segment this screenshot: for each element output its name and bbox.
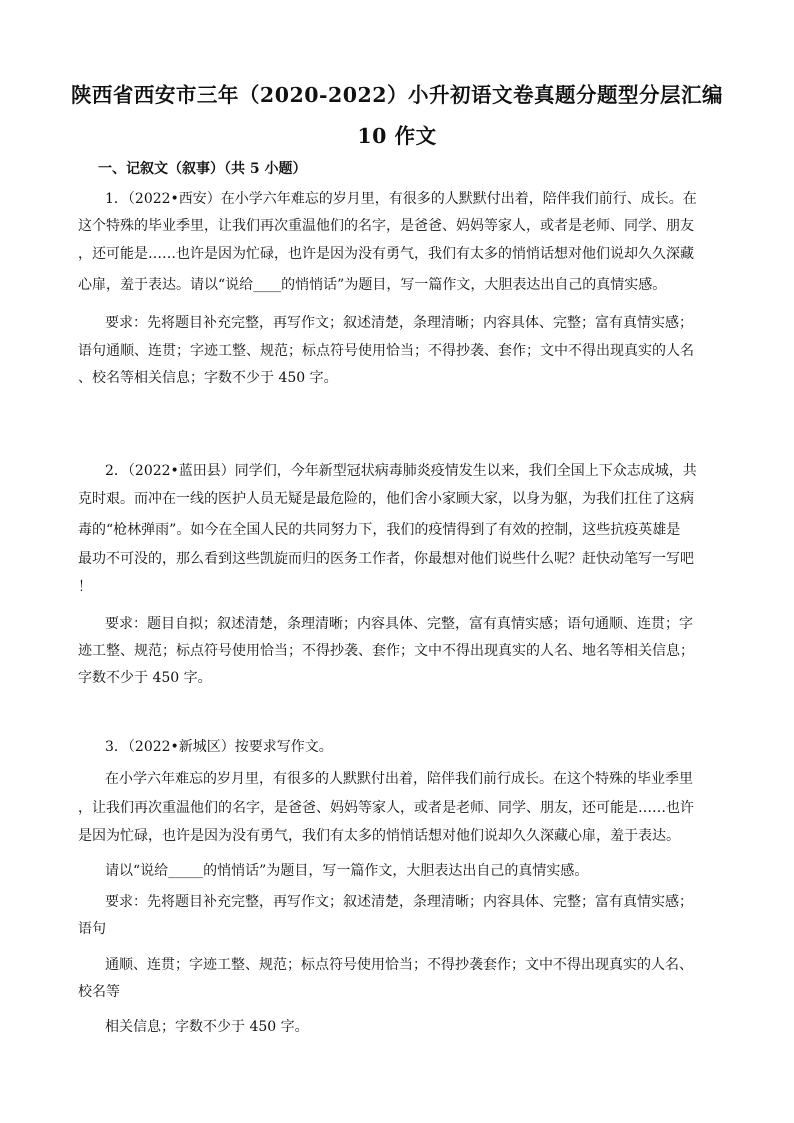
requirement-line: 要求：先将题目补充完整，再写作文；叙述清楚，条理清晰；内容具体、完整；富有真情实感；	[105, 894, 693, 910]
requirement-line: 要求：题目自拟；叙述清楚，条理清晰；内容具体、完整，富有真情实感；语句通顺、连贯；字	[105, 616, 693, 632]
document-subtitle: 10 作文	[357, 124, 437, 148]
question-text-line: 3．（2022•新城区）按要求写作文。	[105, 739, 333, 755]
question-body-line: 是因为忙碌，也许是因为没有勇气，我们有太多的悄悄话想对他们说却久久深藏心扉，羞于表达。	[78, 828, 680, 844]
requirement-line: 语句通顺、连贯；字迹工整、规范；标点符号使用恰当；不得抄袭、套作；文中不得出现真实的人名	[78, 343, 694, 359]
question-text-line: ，还可能是……也许是因为忙碌，也许是因为没有勇气，我们有太多的悄悄话想对他们说却久久深藏	[78, 246, 694, 262]
question-text-line: 1．（2022•西安）在小学六年难忘的岁月里，有很多的人默默付出着，陪伴我们前行、成长。在	[105, 191, 697, 207]
question-text-line: 这个特殊的毕业季里，让我们再次重温他们的名字，是爸爸、妈妈等家人，或者是老师、同学、朋友	[78, 218, 694, 234]
question-text-line: ！	[78, 579, 92, 595]
requirement-line: 迹工整、规范；标点符号使用恰当；不得抄袭、套作；文中不得出现真实的人名、地名等相关信息；	[78, 643, 694, 659]
section-heading: 一、记叙文（叙事）（共 5 小题）	[98, 161, 307, 177]
question-text-line: 最功不可没的，那么看到这些凯旋而归的医务工作者，你最想对他们说些什么呢？赶快动笔写一写吧	[78, 551, 694, 567]
question-text-line: 毒的“枪林弹雨”。如今在全国人民的共同努力下，我们的疫情得到了有效的控制，这些抗疫英雄是	[78, 522, 681, 538]
question-body-line: ，让我们再次重温他们的名字，是爸爸、妈妈等家人，或者是老师、同学、朋友，还可能是……也许	[78, 800, 694, 816]
question-body-line: 在小学六年难忘的岁月里，有很多的人默默付出着，陪伴我们前行成长。在这个特殊的毕业季里	[105, 771, 693, 787]
question-text-line: 克时艰。而冲在一线的医护人员无疑是最危险的，他们舍小家顾大家，以身为躯，为我们扛住了这病	[78, 491, 694, 507]
requirement-line: 通顺、连贯；字迹工整、规范；标点符号使用恰当；不得抄袭套作；文中不得出现真实的人名、	[105, 957, 693, 973]
question-prompt-line: 请以“说给_____的悄悄话”为题目，写一篇作文，大胆表达出自己的真情实感。	[105, 863, 589, 879]
requirement-line: 要求：先将题目补充完整，再写作文；叙述清楚，条理清晰；内容具体、完整；富有真情实感；	[105, 315, 693, 331]
requirement-line: 校名等	[78, 984, 120, 1000]
question-text-line: 心扉，羞于表达。请以“说给____的悄悄话”为题目，写一篇作文，大胆表达出自己的真情实感。	[78, 277, 667, 293]
question-text-line: 2．（2022•蓝田县）同学们，今年新型冠状病毒肺炎疫情发生以来，我们全国上下众志成城，共	[105, 463, 697, 479]
requirement-line: 相关信息；字数不少于 450 字。	[105, 1019, 309, 1035]
requirement-line: 、校名等相关信息；字数不少于 450 字。	[78, 370, 338, 386]
document-title: 陕西省西安市三年（2020-2022）小升初语文卷真题分题型分层汇编	[70, 83, 724, 107]
requirement-line: 字数不少于 450 字。	[78, 670, 212, 686]
requirement-line: 语句	[78, 921, 106, 937]
